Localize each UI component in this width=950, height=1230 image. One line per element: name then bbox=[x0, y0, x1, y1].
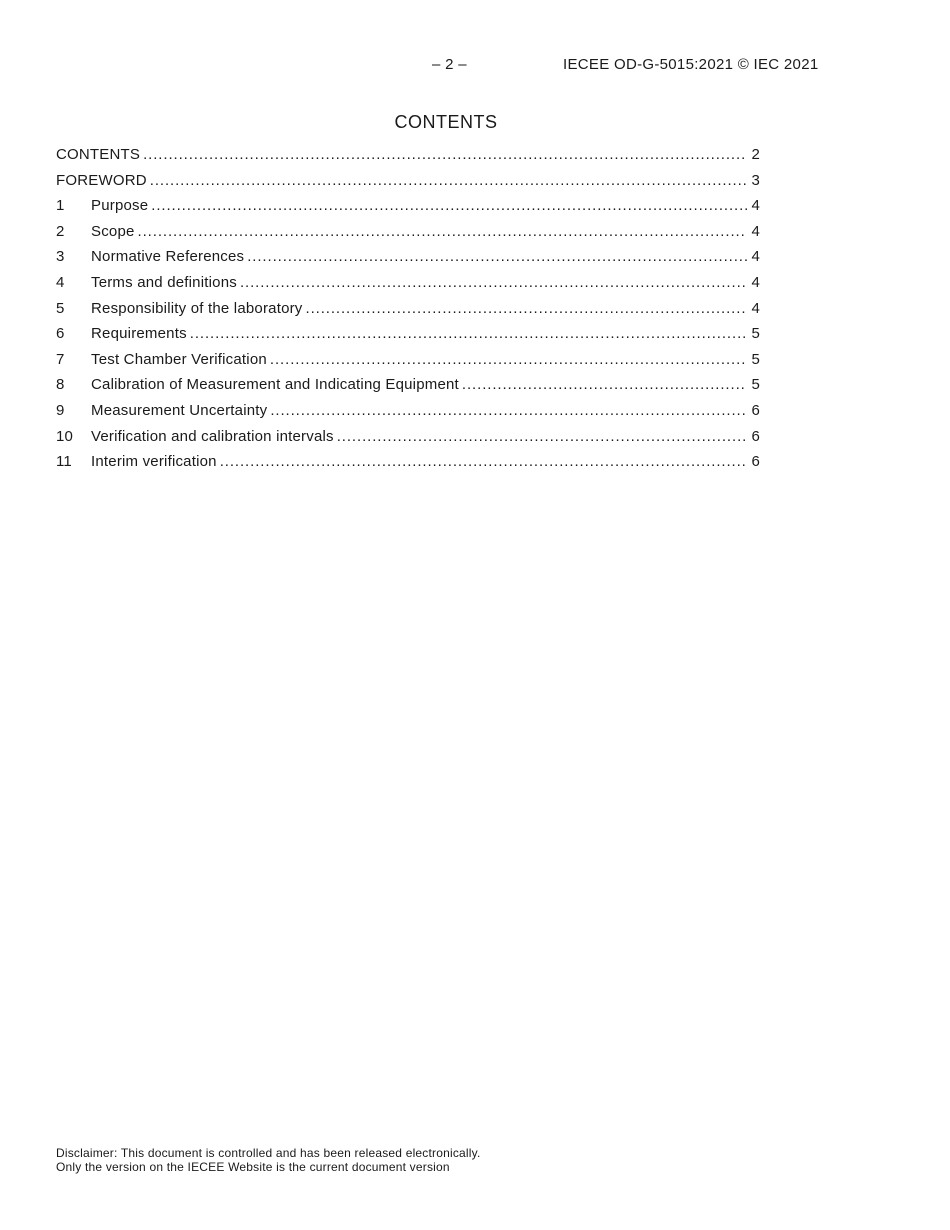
toc-entry-page: 5 bbox=[751, 350, 760, 368]
toc-entry-page: 6 bbox=[751, 401, 760, 419]
toc-entry-label: FOREWORD bbox=[56, 171, 147, 189]
toc-entry-measurement-uncertainty[interactable] bbox=[56, 402, 760, 428]
toc-entry-page: 2 bbox=[751, 146, 760, 163]
toc-entry-label: Scope bbox=[91, 222, 135, 240]
dot-leader bbox=[247, 248, 747, 265]
toc-entry-calibration[interactable] bbox=[56, 376, 760, 402]
toc-entry-label: Requirements bbox=[91, 325, 187, 343]
dot-leader bbox=[270, 402, 747, 419]
dot-leader bbox=[150, 172, 748, 189]
toc-entry-number: 5 bbox=[56, 299, 65, 317]
disclaimer-footer bbox=[56, 1146, 481, 1174]
document-reference: IECEE OD-G-5015:2021 © IEC 2021 bbox=[563, 56, 819, 73]
toc-entry-responsibility[interactable] bbox=[56, 300, 760, 326]
toc-entry-contents[interactable] bbox=[56, 146, 760, 172]
toc-entry-terms-and-definitions[interactable] bbox=[56, 274, 760, 300]
toc-entry-page: 4 bbox=[751, 299, 760, 317]
toc-entry-test-chamber-verification[interactable] bbox=[56, 351, 760, 377]
toc-entry-number: 8 bbox=[56, 376, 65, 394]
toc-entry-page: 5 bbox=[751, 376, 760, 394]
toc-entry-requirements[interactable] bbox=[56, 325, 760, 351]
toc-entry-number: 2 bbox=[56, 222, 65, 240]
toc-entry-page: 5 bbox=[751, 325, 760, 343]
table-of-contents bbox=[56, 146, 760, 479]
dot-leader bbox=[306, 300, 748, 317]
toc-entry-scope[interactable] bbox=[56, 223, 760, 249]
dot-leader bbox=[240, 274, 748, 291]
toc-entry-number: 6 bbox=[56, 325, 65, 343]
toc-entry-number: 3 bbox=[56, 248, 65, 266]
toc-entry-interim-verification[interactable] bbox=[56, 453, 760, 479]
toc-entry-label: Calibration of Measurement and Indicating Equipment bbox=[91, 376, 459, 394]
toc-entry-label: Responsibility of the laboratory bbox=[91, 299, 303, 317]
dot-leader bbox=[190, 325, 748, 342]
toc-entry-label: Purpose bbox=[91, 197, 149, 215]
toc-entry-foreword[interactable] bbox=[56, 172, 760, 198]
toc-entry-label: Verification and calibration intervals bbox=[91, 427, 334, 445]
dot-leader bbox=[143, 146, 747, 163]
dot-leader bbox=[270, 351, 748, 368]
toc-entry-number: 11 bbox=[56, 453, 72, 471]
toc-entry-page: 6 bbox=[751, 427, 760, 445]
dot-leader bbox=[462, 376, 748, 393]
toc-entry-page: 3 bbox=[751, 171, 760, 189]
toc-entry-page: 4 bbox=[751, 248, 760, 266]
dot-leader bbox=[220, 453, 748, 470]
disclaimer-line-1: Disclaimer: This document is controlled and has been released electronically. bbox=[56, 1146, 481, 1160]
toc-entry-purpose[interactable] bbox=[56, 197, 760, 223]
toc-entry-page: 6 bbox=[751, 453, 760, 471]
toc-entry-label: Interim verification bbox=[91, 453, 217, 471]
page-number: – 2 – bbox=[432, 56, 467, 73]
toc-entry-page: 4 bbox=[751, 197, 760, 215]
page-title: CONTENTS bbox=[394, 112, 498, 132]
toc-entry-verification-intervals[interactable] bbox=[56, 428, 760, 454]
toc-entry-label: CONTENTS bbox=[56, 146, 141, 163]
toc-entry-normative-references[interactable] bbox=[56, 248, 760, 274]
dot-leader bbox=[151, 197, 747, 214]
toc-entry-page: 4 bbox=[751, 273, 760, 291]
toc-entry-label: Measurement Uncertainty bbox=[91, 401, 268, 419]
toc-entry-label: Terms and definitions bbox=[91, 273, 237, 291]
toc-entry-number: 9 bbox=[56, 401, 65, 419]
toc-entry-number: 10 bbox=[56, 427, 74, 445]
toc-entry-number: 4 bbox=[56, 273, 65, 291]
disclaimer-line-2: Only the version on the IECEE Website is the current document version bbox=[56, 1160, 450, 1174]
dot-leader bbox=[138, 223, 748, 240]
dot-leader bbox=[337, 428, 748, 445]
toc-entry-label: Normative References bbox=[91, 248, 245, 266]
toc-entry-page: 4 bbox=[751, 222, 760, 240]
toc-entry-label: Test Chamber Verification bbox=[91, 350, 267, 368]
toc-entry-number: 7 bbox=[56, 350, 65, 368]
toc-entry-number: 1 bbox=[56, 197, 65, 215]
